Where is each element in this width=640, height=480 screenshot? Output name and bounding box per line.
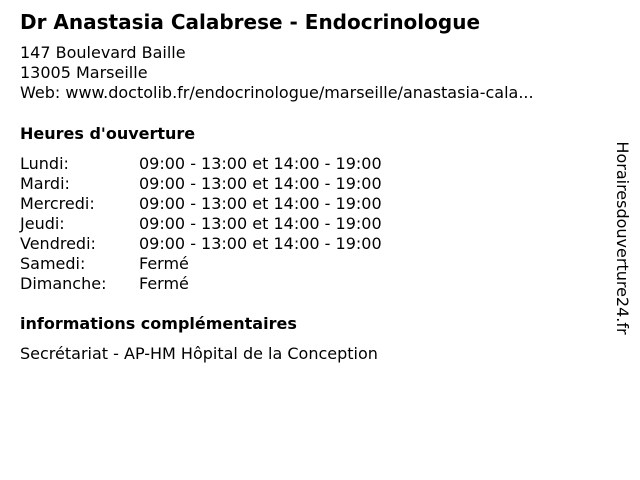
day-label: Samedi: xyxy=(20,254,86,273)
address-block xyxy=(20,43,534,103)
day-label: Mercredi: xyxy=(20,194,95,213)
opening-hours-heading: Heures d'ouverture xyxy=(20,124,196,143)
additional-info-heading: informations complémentaires xyxy=(20,314,297,333)
brand-watermark: Horairesdouverture24.fr xyxy=(613,141,632,335)
time-value: 09:00 - 13:00 et 14:00 - 19:00 xyxy=(139,214,382,233)
day-label: Jeudi: xyxy=(20,214,65,233)
time-value: 09:00 - 13:00 et 14:00 - 19:00 xyxy=(139,174,382,193)
website-link[interactable]: Web: www.doctolib.fr/endocrinologue/marseille/anastasia-cala... xyxy=(20,83,534,102)
additional-info-text: Secrétariat - AP-HM Hôpital de la Conception xyxy=(20,344,378,363)
day-label: Mardi: xyxy=(20,174,70,193)
time-value: Fermé xyxy=(139,254,189,273)
address-city: 13005 Marseille xyxy=(20,63,148,82)
time-value: 09:00 - 13:00 et 14:00 - 19:00 xyxy=(139,194,382,213)
time-value: 09:00 - 13:00 et 14:00 - 19:00 xyxy=(139,234,382,253)
address-street: 147 Boulevard Baille xyxy=(20,43,186,62)
time-value: Fermé xyxy=(139,274,189,293)
day-label: Dimanche: xyxy=(20,274,107,293)
day-label: Vendredi: xyxy=(20,234,96,253)
page-title: Dr Anastasia Calabrese - Endocrinologue xyxy=(20,10,481,34)
time-value: 09:00 - 13:00 et 14:00 - 19:00 xyxy=(139,154,382,173)
day-label: Lundi: xyxy=(20,154,69,173)
